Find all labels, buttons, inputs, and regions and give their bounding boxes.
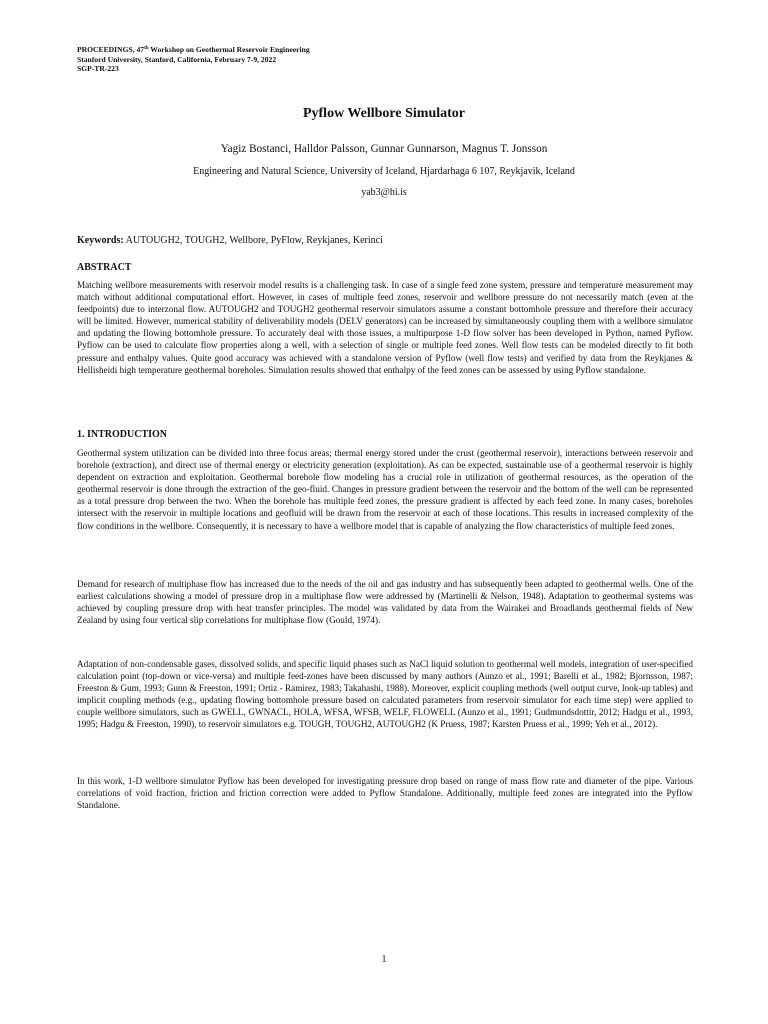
abstract-heading: ABSTRACT <box>77 262 132 273</box>
keywords-text: AUTOUGH2, TOUGH2, Wellbore, PyFlow, Reykjanes, Kerinci <box>123 235 383 246</box>
introduction-paragraph: Geothermal system utilization can be divided into three focus areas; thermal energy stored under the crust (geothermal reservoir), interactions between reservoir and borehole (extraction), and direct use of thermal energy or electricity generation (exploitation). As can be expected, sustainable use of a geothermal reservoir is highly dependent on extraction and exploitation. Geothermal borehole flow modeling has a crucial role in utilization of geothermal resources, as the operation of the geothermal reservoir is done through the extraction of the geo-fluid. Changes in pressure gradient between the reservoir and the bottom of the well can be represented as a total pressure drop between the two. When the borehole has multiple feed zones, the pressure gradient is affected by each feed zone. In many cases, boreholes intersect with the reservoir in multiple locations and geofluid will be drawn from the reservoir at each of those locations. This results in increased complexity of the flow conditions in the wellbore. Consequently, it is necessary to have a wellbore model that is capable of analyzing the flow characteristics of multiple feed zones. <box>77 448 693 531</box>
proceedings-venue: Stanford University, Stanford, California, February 7-9, 2022 <box>77 54 277 64</box>
author-list: Yagiz Bostanci, Halldor Palsson, Gunnar Gunnarson, Magnus T. Jonsson <box>220 143 548 155</box>
report-number: SGP-TR-223 <box>77 64 119 74</box>
introduction-paragraph: Adaptation of non-condensable gases, dissolved solids, and specific liquid phases such as NaCl liquid solution to geothermal well models, integration of user-specified calculation point (top-down or vice-versa) and multiple feed-zones have been discussed by many authors (Aunzo et al., 1991; Barelli et al., 1982; Bjornsson, 1987; Freeston & Gum, 1993; Gunn & Freeston, 1991; Ortiz - Ramirez, 1983; Takahashi, 1988). Moreover, explicit coupling methods (well output curve, look-up tables) and implicit coupling methods (e.g., updating flowing bottomhole pressure based on calculated parameters from reservoir simulator for each time step) were applied to couple wellbore simulators, such as GWELL, GWNACL, HOLA, WFSA, WFSB, WELF, FLOWELL (Aunzo et al., 1991; Gudmundsdottir, 2012; Hadgu et al., 1993, 1995; Hadgu & Freeston, 1990), to reservoir simulators e.g. TOUGH, TOUGH2, AUTOUGH2 (K Pruess, 1987; Karsten Pruess et al., 1999; Yeh et al., 2012). <box>77 659 693 730</box>
abstract-body: Matching wellbore measurements with reservoir model results is a challenging task. In case of a single feed zone system, pressure and temperature measurement may match without additional computational effort. However, in cases of multiple feed zones, reservoir and wellbore pressure do not necessarily match (even at the feedpoints) due to interzonal flow. AUTOUGH2 and TOUGH2 geothermal reservoir simulators assume a constant bottomhole pressure and therefore their accuracy will be limited. However, numerical stability of deliverability models (DELV generators) can be increased by simultaneously coupling them with a wellbore simulator and updating the flowing bottomhole pressure. To accurately deal with those issues, a multipurpose 1-D flow solver has been developed in Python, named Pyflow. Pyflow can be used to calculate flow properties along a well, with a selection of single or multiple feed zones. Well flow tests can be modeled directly to fit both pressure and enthalpy values. Quite good accuracy was achieved with a standalone version of Pyflow (well flow tests) and verified by data from the Reykjanes & Hellisheidi high temperature geothermal boreholes. Simulation results showed that enthalpy of the feed zones can be assessed by using Pyflow standalone. <box>77 280 693 375</box>
contact-email: yab3@hi.is <box>361 187 407 198</box>
page-number: 1 <box>381 954 387 965</box>
proceedings-header <box>77 45 310 74</box>
proceedings-line: PROCEEDINGS, 47th Workshop on Geothermal Reservoir Engineering <box>77 45 310 54</box>
affiliation: Engineering and Natural Science, University of Iceland, Hjardarhaga 6 107, Reykjavik, Iceland <box>193 166 575 177</box>
introduction-paragraph: In this work, 1-D wellbore simulator Pyflow has been developed for investigating pressure drop based on range of mass flow rate and diameter of the pipe. Various correlations of void fraction, friction and friction correction were added to Pyflow Standalone. Additionally, multiple feed zones are integrated into the Pyflow Standalone. <box>77 776 693 811</box>
introduction-heading: 1. INTRODUCTION <box>77 429 168 440</box>
keywords-label: Keywords: <box>77 235 124 246</box>
keywords <box>77 235 383 246</box>
introduction-paragraph: Demand for research of multiphase flow has increased due to the needs of the oil and gas industry and has subsequently been adapted to geothermal wells. One of the earliest calculations showing a model of pressure drop in a multiphase flow were addressed by (Martinelli & Nelson, 1948). Adaptation to geothermal systems was achieved by coupling pressure drop with heat transfer principles. The model was validated by data from the Wairakei and Broadlands geothermal fields of New Zealand by using four vertical slip correlations for multiphase flow (Gould, 1974). <box>77 579 693 626</box>
paper-title: Pyflow Wellbore Simulator <box>302 106 466 121</box>
